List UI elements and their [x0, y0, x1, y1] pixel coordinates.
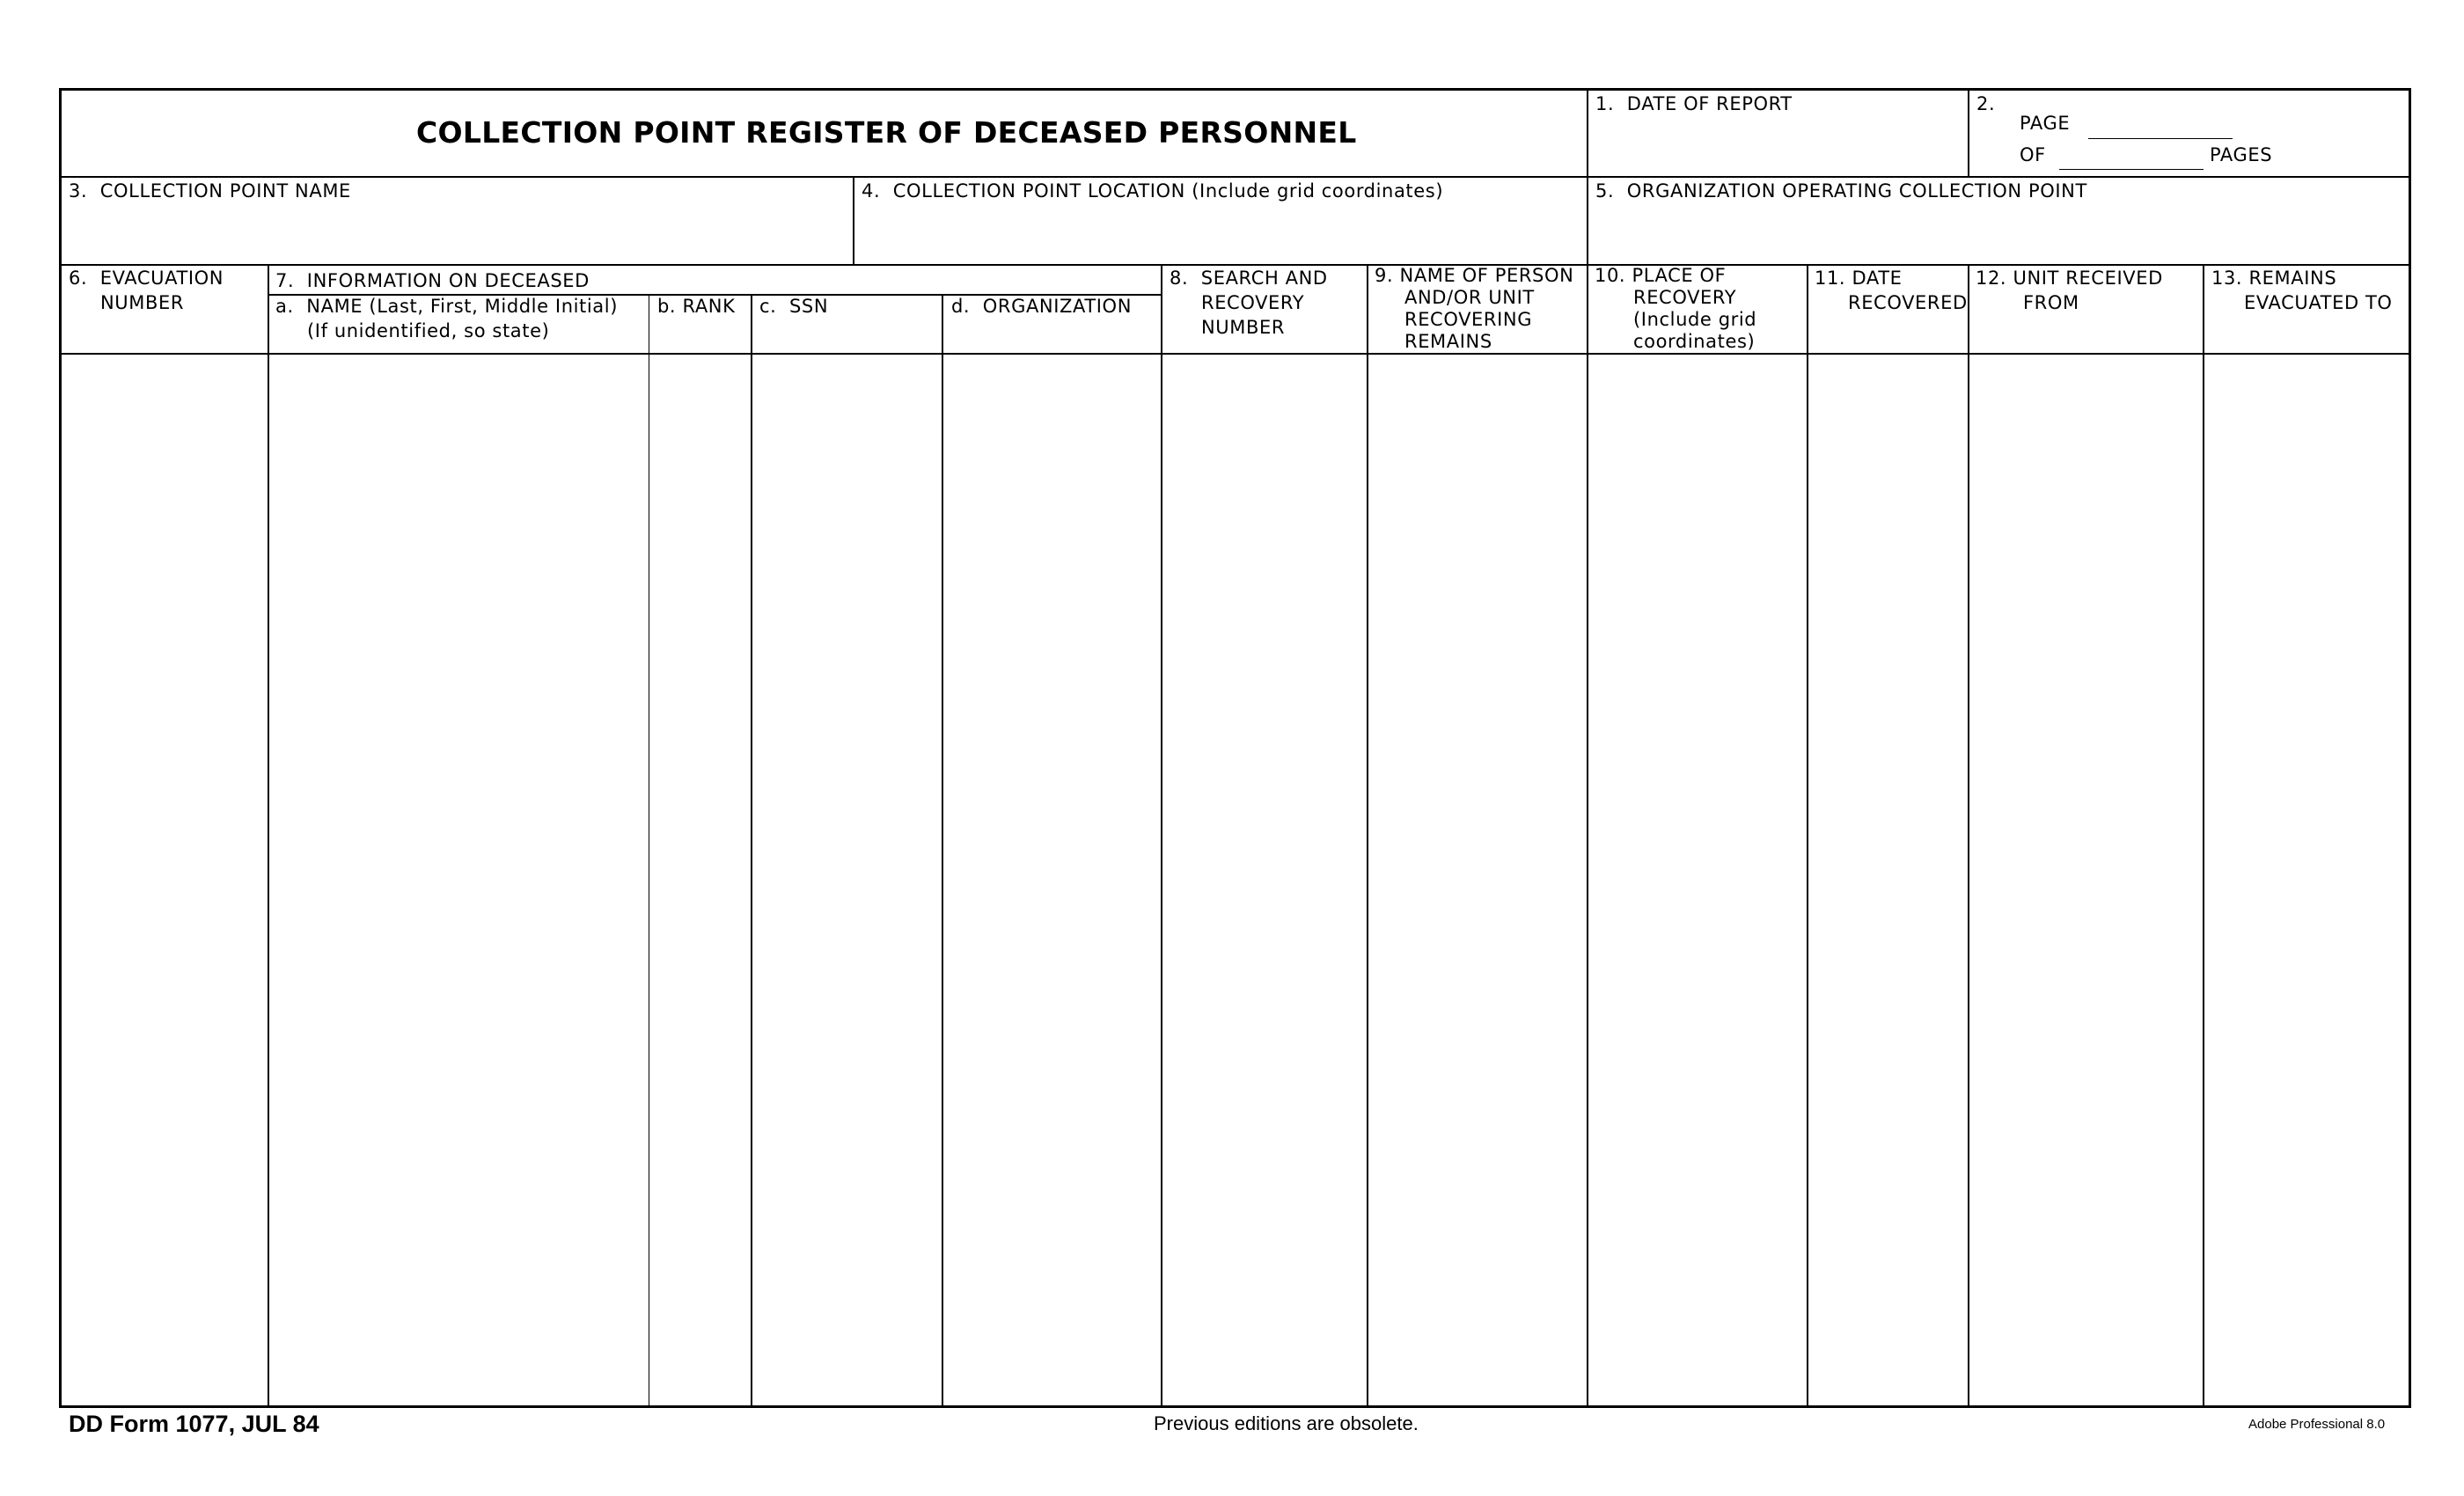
divider: [1587, 91, 1588, 264]
form-title: COLLECTION POINT REGISTER OF DECEASED PERSONNEL: [416, 115, 1357, 150]
col-13-header-line2: EVACUATED TO: [2244, 292, 2393, 313]
register-form: [59, 88, 2411, 1408]
total-pages-field[interactable]: [2059, 143, 2204, 168]
col-8-header-line2: RECOVERY: [1201, 292, 1305, 313]
col-8-header-line1: 8. SEARCH AND: [1170, 268, 1328, 289]
col-9-header-line3: RECOVERING: [1404, 309, 1533, 330]
box-2-number: 2.: [1976, 93, 1996, 114]
col-11-header-line1: 11. DATE: [1815, 268, 1903, 289]
name-column[interactable]: [271, 356, 647, 1405]
organization-operating-label: 5. ORGANIZATION OPERATING COLLECTION POINT: [1595, 180, 2087, 202]
evacuation-number-column[interactable]: [65, 356, 266, 1405]
page-underline: [2088, 138, 2233, 139]
unit-received-from-column[interactable]: [1971, 356, 2201, 1405]
col-8-header-line3: NUMBER: [1201, 317, 1286, 338]
search-recovery-number-column[interactable]: [1164, 356, 1365, 1405]
organization-operating-field[interactable]: [1590, 207, 2404, 260]
divider: [62, 264, 2409, 266]
organization-column[interactable]: [945, 356, 1159, 1405]
ssn-column[interactable]: [754, 356, 940, 1405]
column-divider: [2203, 264, 2204, 1408]
page-number-field[interactable]: [2088, 112, 2233, 137]
col-12-header-line2: FROM: [2023, 292, 2079, 313]
collection-point-name-field[interactable]: [65, 207, 848, 260]
date-recovered-column[interactable]: [1810, 356, 1966, 1405]
software-note: Adobe Professional 8.0: [2248, 1417, 2386, 1432]
divider: [62, 176, 2409, 178]
collection-point-location-label: 4. COLLECTION POINT LOCATION (Include grid coordinates): [862, 180, 1444, 202]
place-of-recovery-column[interactable]: [1590, 356, 1805, 1405]
col-7b-header: b. RANK: [657, 296, 736, 317]
column-divider: [942, 294, 943, 1408]
divider: [62, 353, 2409, 355]
col-7c-header: c. SSN: [759, 296, 829, 317]
remains-evacuated-to-column[interactable]: [2206, 356, 2409, 1405]
col-13-header-line1: 13. REMAINS: [2211, 268, 2337, 289]
col-12-header-line1: 12. UNIT RECEIVED: [1976, 268, 2163, 289]
collection-point-location-field[interactable]: [856, 207, 1583, 260]
col-9-header-line1: 9. NAME OF PERSON: [1375, 265, 1574, 286]
col-10-header-line3: (Include grid: [1633, 309, 1757, 330]
col-6-header-line2: NUMBER: [100, 292, 185, 313]
column-divider: [1367, 264, 1368, 1408]
col-7-header: 7. INFORMATION ON DECEASED: [275, 270, 590, 291]
col-10-header-line4: coordinates): [1633, 331, 1756, 352]
col-9-header-line4: REMAINS: [1404, 331, 1492, 352]
col-7d-header: d. ORGANIZATION: [951, 296, 1132, 317]
column-divider: [1807, 264, 1808, 1408]
recovering-unit-column[interactable]: [1370, 356, 1585, 1405]
column-divider: [268, 264, 269, 1408]
col-10-header-line2: RECOVERY: [1633, 287, 1737, 308]
col-6-header-line1: 6. EVACUATION: [69, 268, 224, 289]
column-divider: [751, 294, 752, 1408]
collection-point-name-label: 3. COLLECTION POINT NAME: [69, 180, 351, 202]
obsolete-notice: Previous editions are obsolete.: [1154, 1412, 1419, 1434]
rank-column[interactable]: [651, 356, 749, 1405]
col-11-header-line2: RECOVERED: [1848, 292, 1968, 313]
divider: [1968, 91, 1969, 176]
of-underline: [2059, 169, 2204, 170]
column-divider: [1161, 264, 1162, 1408]
divider: [853, 176, 854, 264]
form-id: DD Form 1077, JUL 84: [69, 1411, 319, 1437]
col-9-header-line2: AND/OR UNIT: [1404, 287, 1535, 308]
pages-label: PAGES: [2210, 144, 2273, 165]
page-label: PAGE: [2020, 113, 2071, 134]
date-of-report-field[interactable]: [1590, 121, 1964, 172]
col-7a-header-line1: a. NAME (Last, First, Middle Initial): [275, 296, 619, 317]
column-divider: [1587, 264, 1588, 1408]
col-10-header-line1: 10. PLACE OF: [1595, 265, 1727, 286]
column-divider: [1968, 264, 1969, 1408]
date-of-report-label: 1. DATE OF REPORT: [1595, 93, 1793, 114]
col-7a-header-line2: (If unidentified, so state): [307, 320, 550, 341]
of-label: OF: [2020, 144, 2046, 165]
